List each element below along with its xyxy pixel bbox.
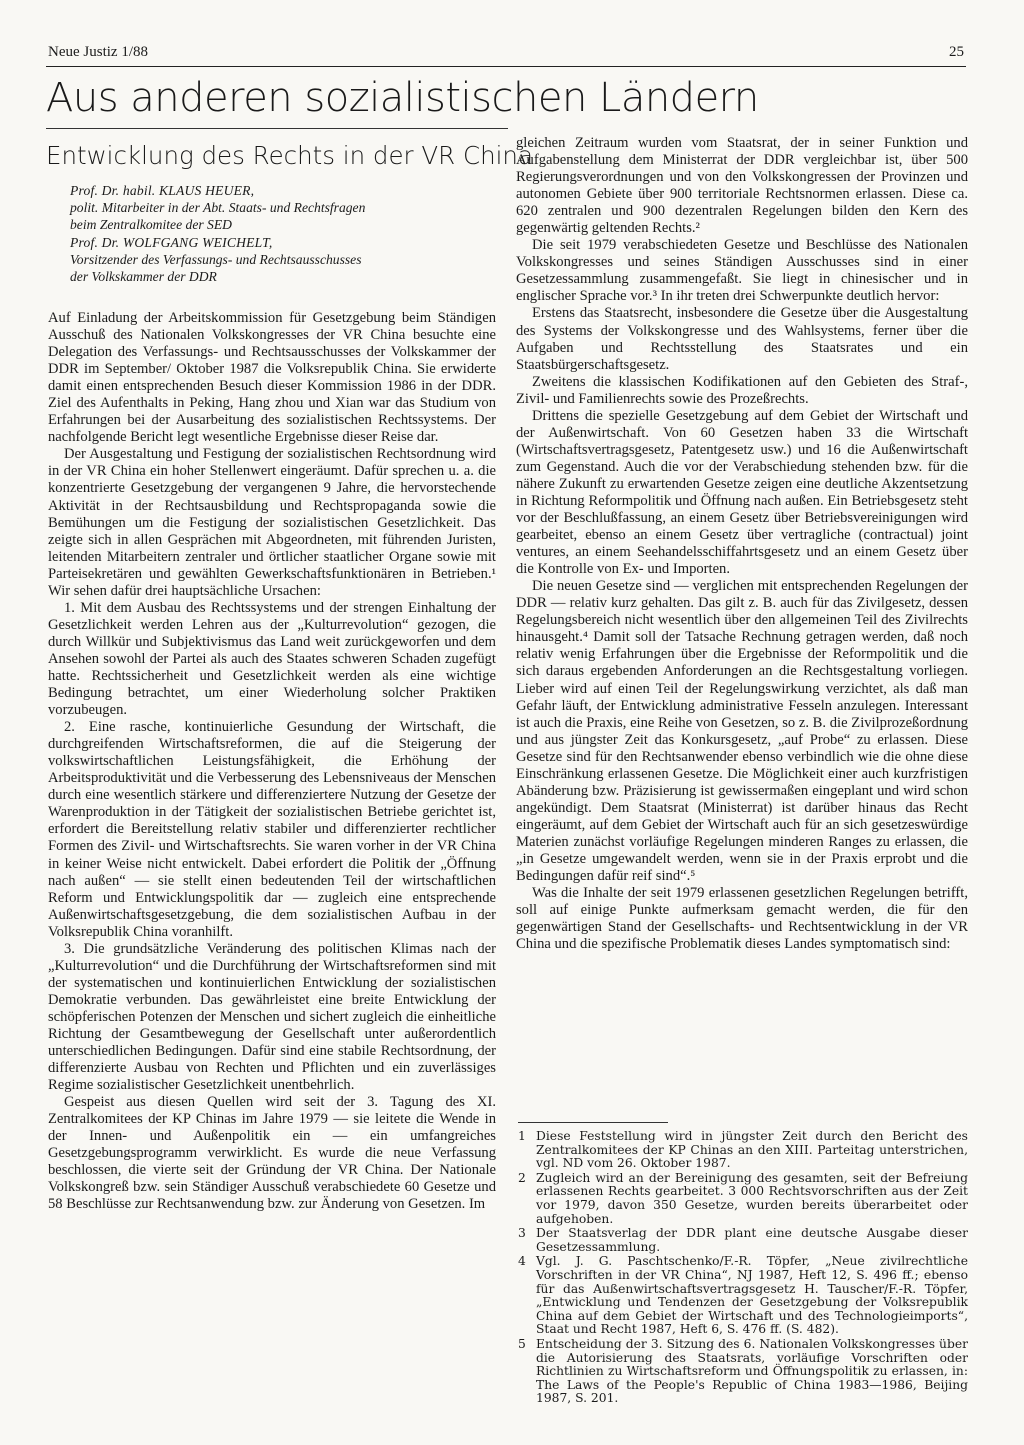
body-paragraph: Was die Inhalte der seit 1979 erlassenen gesetzlichen Regelungen betrifft, soll auf einige Punkte aufmerksam gemacht werden, die für den gegenwärtigen Stand der Gesellschafts- und Rechtsentwicklung in der VR China und die spezifische Problematik dieses Landes symptomatisch sind: <box>516 885 968 953</box>
footnote-text: Der Staatsverlag der DDR plant eine deutsche Ausgabe dieser Gesetzessammlung. <box>536 1226 968 1254</box>
body-paragraph: Die neuen Gesetze sind — verglichen mit entsprechenden Regelungen der DDR — relativ kurz gehalten. Das gilt z. B. auch für das Zivilgesetz, dessen Regelungsbereich nicht wesentlich über den allgemeinen Teil des Zivilrechts hinausgeht.⁴ Damit soll der Tatsache Rechnung getragen werden, daß noch relativ wenig Erfahrungen über die Ergebnisse der Reformpolitik und die sich daraus ergebenden Anforderungen an die Rechtsgestaltung vorliegen. Lieber wird auf einen Teil der Regelungswirkung verzichtet, als daß man Gefahr läuft, der Entwicklung administrative Fesseln anzulegen. Interessant ist auch die Praxis, eine Reihe von Gesetzen, so z. B. die Zivilprozeßordnung und aus jüngster Zeit das Konkursgesetz, „auf Probe“ zu erlassen. Diese Gesetze sind für den Rechtsanwender ebenso verbindlich wie die ohne diese Einschränkung erlassenen Gesetze. Die Möglichkeit einer auch kurzfristigen Abänderung bzw. Präzisierung ist gewissermaßen eingeplant und wird schon angekündigt. Dem Staatsrat (Ministerrat) ist darüber hinaus das Recht eingeräumt, auf dem Gebiet der Wirtschaft auch für an sich gesetzeswürdige Materien zunächst vorläufige Regelungen minderen Ranges zu erlassen, die „in Gesetze umgewandelt werden, wenn sie in der Praxis erprobt und die Bedingungen dafür reif sind“.⁵ <box>516 578 968 885</box>
body-paragraph: Auf Einladung der Arbeitskommission für Gesetzgebung beim Ständigen Ausschuß des Nationalen Volkskongresses der VR China besuchte eine Delegation des Verfassungs- und Rechtsausschusses der Volkskammer der DDR im September/ Oktober 1987 die Volksrepublik China. Sie erwiderte damit einen entsprechenden Besuch dieser Kommission 1986 in der DDR. Ziel des Aufenthalts in Peking, Hang zhou und Xian war das Studium von Erfahrungen bei der Ausarbeitung des sozialistischen Rechtssystems. Der nachfolgende Bericht legt wesentliche Ergebnisse dieser Reise dar. <box>48 310 496 446</box>
journal-name: Neue Justiz 1/88 <box>48 44 148 60</box>
footnote-text: Entscheidung der 3. Sitzung des 6. Nationalen Volkskongresses über die Autorisierung des Staatsrats, vorläufige Vorschriften oder Richtlinien zu Wirtschaftsreform und Öffnungspolitik zu erlassen, in: The Laws of the People's Republic of China 1983—1986, Beijing 1987, S. 201. <box>536 1336 968 1406</box>
body-paragraph: Gespeist aus diesen Quellen wird seit der 3. Tagung des XI. Zentralkomitees der KP Chinas im Jahre 1979 — sie leitete die Wende in der Innen- und Außenpolitik ein — ein umfangreiches Gesetzgebungsprogramm verwirklicht. Es wurde die neue Verfassung beschlossen, die vierte seit der Gründung der VR China. Der Nationale Volkskongreß bzw. sein Ständiger Ausschuß verabschiedete 60 Gesetze und 58 Beschlüsse zur Rechtsanwendung bzw. zur Änderung von Gesetzen. Im <box>48 1094 496 1213</box>
body-paragraph: Die seit 1979 verabschiedeten Gesetze und Beschlüsse des Nationalen Volkskongresses und seines Ständigen Ausschusses sind in einer Gesetzessammlung zusammengefaßt. Sie liegt in chinesischer und in englischer Sprache vor.³ In ihr treten drei Schwerpunkte deutlich hervor: <box>516 237 968 305</box>
section-title: Aus anderen sozialistischen Ländern <box>46 75 759 121</box>
body-paragraph: 2. Eine rasche, kontinuierliche Gesundung der Wirtschaft, die durchgreifenden Wirtschaftsreformen, die auf die Steigerung der volkswirtschaftlichen Leistungsfähigkeit, die Erhöhung der Arbeitsproduktivität und die Verbesserung des Lebensniveaus der Menschen durch eine wesentlich stärkere und differenziertere Nutzung der Gesetze der Warenproduktion in der Tätigkeit der sozialistischen Betriebe gerichtet ist, erfordert die Bereitstellung relativ stabiler und differenzierter rechtlicher Formen des Zivil- und Wirtschaftsrechts. Sie waren vorher in der VR China in keiner Weise nicht entwickelt. Dabei erfordert die Politik der „Öffnung nach außen“ — sie stellt einen bedeutenden Teil der wirtschaftlichen Reform und Entwicklungspolitik dar — zugleich eine entsprechende Außenwirtschaftsgesetzgebung, die dem sozialistischen Aufbau in der Volksrepublik China voranhilft. <box>48 719 496 940</box>
body-paragraph: Drittens die spezielle Gesetzgebung auf dem Gebiet der Wirtschaft und der Außenwirtschaft. Von 60 Gesetzen haben 33 die Wirtschaft (Wirtschaftsvertragsgesetz, Patentgesetz usw.) und 16 die Außenwirtschaft zum Gegenstand. Auch die vor der Verabschiedung stehenden bzw. für die nähere Zukunft zu erwartenden Gesetze zeigen eine deutliche Akzentsetzung in Richtung Reformpolitik und Öffnung nach außen. Ein Betriebsgesetz steht vor der Beschlußfassung, an einem Gesetz über Betriebsvereinigungen wird gearbeitet, ebenso an einem Gesetz über vertragliche (contractual) joint ventures, an einem Seehandelsschiffahrtsgesetz und an einem Gesetz über die Kontrolle von Ex- und Importen. <box>516 407 968 578</box>
body-paragraph: 3. Die grundsätzliche Veränderung des politischen Klimas nach der „Kulturrevolution“ und die Durchführung der Wirtschaftsreformen sind mit der systematischen und kontinuierlichen Entwicklung der sozialistischen Demokratie verbunden. Das gewährleistet eine breite Entwicklung der schöpferischen Potenzen der Menschen und sichert zugleich die einheitliche Richtung der Gesamtbewegung der Gesellschaft unter außerordentlich unterschiedlichen Bedingungen. Dafür sind eine stabile Rechtsordnung, der differenzierte Ausbau von Rechten und Pflichten und ein zuverlässiges Regime sozialistischer Gesetzlichkeit unentbehrlich. <box>48 940 496 1094</box>
author-affiliation: beim Zentralkomitee der SED <box>70 217 232 233</box>
footnote-text: Diese Feststellung wird in jüngster Zeit durch den Bericht des Zentralkomitees der KP Chinas an den XIII. Parteitag unterstrichen, vgl. ND vom 26. Oktober 1987. <box>536 1129 968 1171</box>
footnote <box>514 1255 968 1337</box>
footnote-rule <box>518 1122 668 1123</box>
footnote <box>514 1338 968 1406</box>
footnote-text: Zugleich wird an der Bereinigung des gesamten, seit der Befreiung erlassenen Rechts gearbeitet. 3 000 Rechtsvorschriften aus der Zeit vor 1979, davon 350 Gesetze, wurden bereits überarbeitet oder aufgehoben. <box>536 1170 968 1226</box>
footnote-number: 2 <box>518 1170 526 1185</box>
author-affiliation: der Volkskammer der DDR <box>70 269 217 285</box>
author-affiliation: Vorsitzender des Verfassungs- und Rechtsausschusses <box>70 251 362 267</box>
page-number: 25 <box>949 44 964 60</box>
body-paragraph: Zweitens die klassischen Kodifikationen auf den Gebieten des Straf-, Zivil- und Familienrechts sowie des Prozeßrechts. <box>516 373 968 407</box>
footnote-text: Vgl. J. G. Paschtschenko/F.-R. Töpfer, „Neue zivilrechtliche Vorschriften in der VR China“, NJ 1987, Heft 12, S. 496 ff.; ebenso für das Außenwirtschaftsvertragsgesetz H. Tauscher/F.-R. Töpfer, „Entwicklung und Tendenzen der Gesetzgebung der Volksrepublik China auf dem Gebiet der Wirtschaft und des Technologieimports“, Staat und Recht 1987, Heft 6, S. 476 ff. (S. 482). <box>536 1254 968 1337</box>
header-rule <box>46 66 966 67</box>
footnote-number: 5 <box>518 1336 526 1351</box>
footnotes <box>514 1130 968 1407</box>
left-column <box>48 310 496 1213</box>
footnote-number: 4 <box>518 1254 526 1269</box>
footnote-number: 1 <box>518 1129 526 1143</box>
footnote-number: 3 <box>518 1226 526 1241</box>
author-name: Prof. Dr. WOLFGANG WEICHELT, <box>70 234 273 250</box>
author-affiliation: polit. Mitarbeiter in der Abt. Staats- und Rechtsfragen <box>70 200 366 216</box>
body-paragraph: Der Ausgestaltung und Festigung der sozialistischen Rechtsordnung wird in der VR China ein hoher Stellenwert eingeräumt. Dafür sprechen u. a. die konzentrierte Gesetzgebung der vergangenen 9 Jahre, die hervorstechende Aktivität in der Rechtsausbildung und Rechtspropaganda sowie die Bemühungen um die Festigung der sozialistischen Gesetzlichkeit. Das zeigte sich in allen Gesprächen mit Abgeordneten, mit führenden Juristen, leitenden Mitarbeitern zentraler und örtlicher staatlicher Organe sowie mit Parteisekretären und gewählten Gewerkschaftsfunktionären in Betrieben.¹ Wir sehen dafür drei hauptsächliche Ursachen: <box>48 446 496 599</box>
footnote <box>514 1227 968 1254</box>
right-column <box>516 135 968 953</box>
footnote <box>514 1130 968 1171</box>
body-paragraph: gleichen Zeitraum wurden vom Staatsrat, der in seiner Funktion und Aufgabenstellung dem Ministerrat der DDR vergleichbar ist, über 500 Regierungsverordnungen und von den Volkskongressen der Provinzen und autonomen Gebiete über 900 territoriale Rechtsnormen erlassen. Diese ca. 620 zentralen und 900 dezentralen Regelungen bilden den Kern des gegenwärtig geltenden Rechts.² <box>516 135 968 237</box>
body-paragraph: Erstens das Staatsrecht, insbesondere die Gesetze über die Ausgestaltung des Systems der Volkskongresse und des Wahlsystems, ferner über die Aufgaben und Rechtsstellung des Staatsrates und ein Staatsbürgerschaftsgesetz. <box>516 305 968 373</box>
section-title-rule <box>46 128 508 129</box>
author-name: Prof. Dr. habil. KLAUS HEUER, <box>70 183 255 198</box>
article-title: Entwicklung des Rechts in der VR China <box>46 141 533 170</box>
footnote <box>514 1172 968 1226</box>
body-paragraph: 1. Mit dem Ausbau des Rechtssystems und der strengen Einhaltung der Gesetzlichkeit werden Lehren aus der „Kulturrevolution“ gezogen, die durch Willkür und Subjektivismus das Land weit zurückgeworfen und dem Ansehen sowohl der Partei als auch des Staates schweren Schaden zugefügt hatte. Rechtssicherheit und Gesetzlichkeit werden als eine wichtige Bedingung betrachtet, um einer Wiederholung solcher Praktiken vorzubeugen. <box>48 599 496 719</box>
page-header <box>48 44 964 64</box>
author-block <box>70 182 510 285</box>
